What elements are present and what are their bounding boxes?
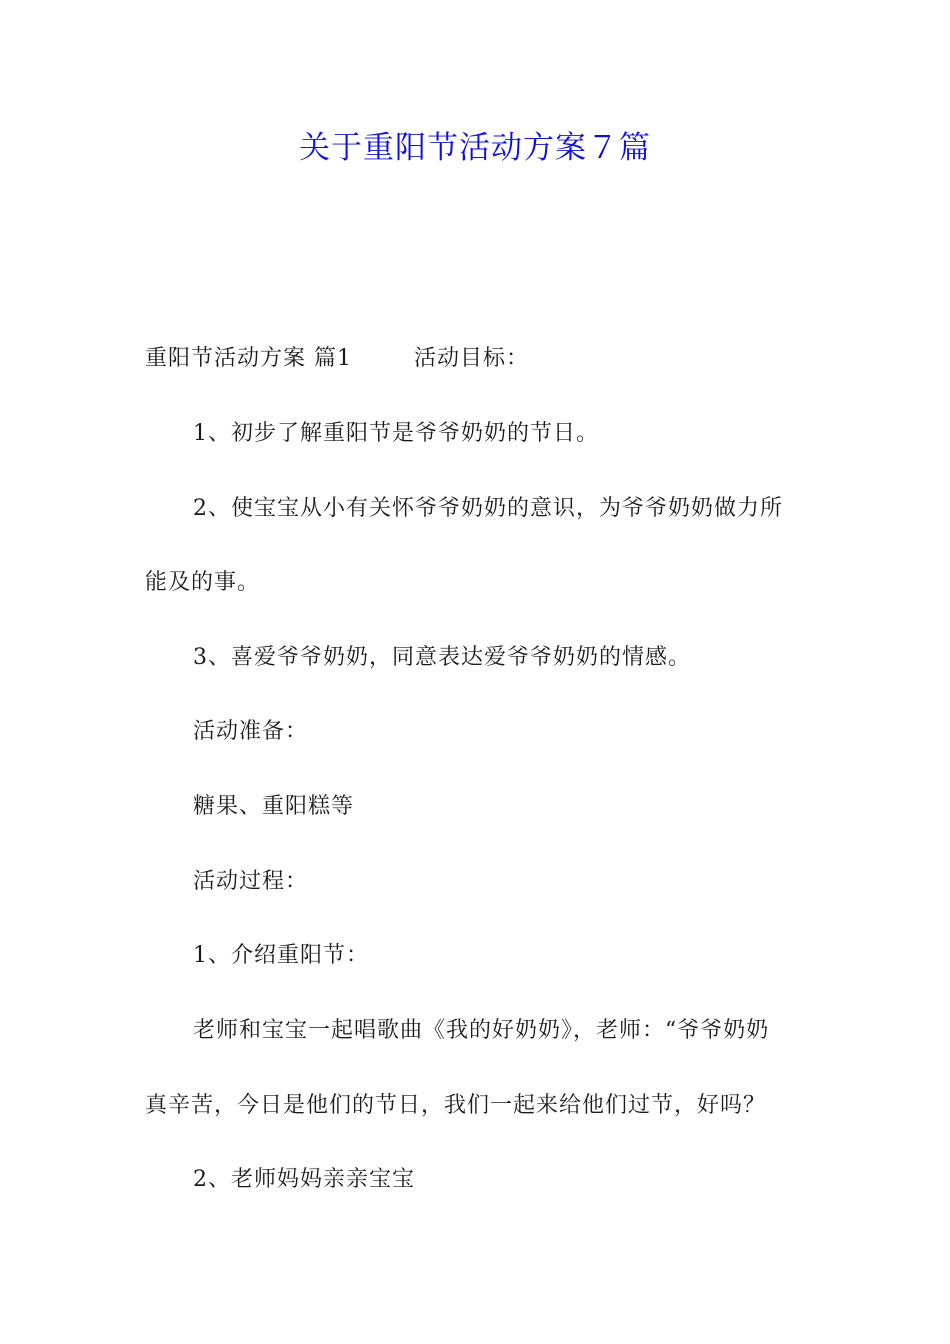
section-heading-line [145, 344, 529, 374]
paragraph-line: 2、使宝宝从小有关怀爷爷奶奶的意识，为爷爷奶奶做力所 [193, 496, 783, 521]
paragraph-line: 2、老师妈妈亲亲宝宝 [193, 1167, 415, 1192]
paragraph-line: 1、初步了解重阳节是爷爷奶奶的节日。 [193, 421, 599, 446]
paragraph-line: 糖果、重阳糕等 [193, 794, 355, 819]
paragraph-line: 3、喜爱爷爷奶奶，同意表达爱爷爷奶奶的情感。 [193, 645, 691, 670]
paragraph-line: 能及的事。 [145, 570, 261, 595]
document-title: 关于重阳节活动方案７篇 [299, 130, 651, 166]
paragraph-line: 老师和宝宝一起唱歌曲《我的好奶奶》，老师：“爷爷奶奶 [193, 1018, 770, 1043]
section-label: 活动过程： [193, 869, 309, 894]
goal-label: 活动目标： [414, 346, 530, 371]
paragraph-line: 1、介绍重阳节： [193, 943, 369, 968]
section-label: 活动准备： [193, 719, 309, 744]
paragraph-line: 真辛苦，今日是他们的节日，我们一起来给他们过节，好吗？ [145, 1093, 767, 1118]
section-heading: 重阳节活动方案 篇1 [145, 346, 352, 371]
